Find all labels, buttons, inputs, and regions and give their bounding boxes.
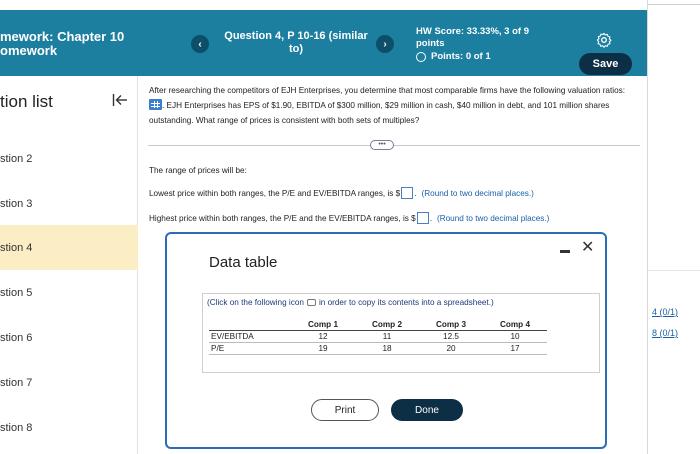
table-header: Comp 4	[483, 319, 547, 331]
close-icon[interactable]: ✕	[581, 239, 595, 256]
sidebar-item-question-5[interactable]	[0, 270, 138, 315]
next-question-button[interactable]	[376, 35, 394, 53]
points-label: Points: 0 of 1	[431, 51, 491, 62]
table-header: Comp 1	[291, 319, 355, 331]
round-hint: (Round to two decimal places.)	[421, 188, 534, 198]
minimize-icon[interactable]	[560, 250, 570, 253]
score-link-2[interactable]	[652, 328, 678, 338]
sidebar-item-question-3[interactable]	[0, 181, 138, 226]
score-link-1[interactable]	[652, 307, 678, 317]
table-cell: EV/EBITDA	[209, 331, 291, 343]
chevron-right-icon: ›	[383, 38, 387, 50]
homework-title-line1: mework: Chapter 10	[0, 29, 125, 44]
question-title: Question 4, P 10-16 (similar to)	[224, 30, 368, 55]
lowest-price-input[interactable]	[401, 187, 413, 199]
homework-title-line2: omework	[0, 43, 58, 58]
hw-score: HW Score: 33.33%, 3 of 9	[416, 26, 529, 37]
print-button[interactable]: Print	[311, 399, 379, 421]
table-cell: P/E	[209, 343, 291, 355]
highest-price-input[interactable]	[417, 212, 429, 224]
assignment-header	[0, 10, 647, 76]
table-cell: 12	[291, 331, 355, 343]
table-header: Comp 3	[419, 319, 483, 331]
table-cell: 18	[355, 343, 419, 355]
data-table-modal	[165, 232, 607, 449]
collapse-left-icon[interactable]	[112, 93, 128, 107]
question-text-part1: After researching the competitors of EJH Enterprises, you determine that most comparable firms have the following valuation ratios:	[149, 86, 626, 95]
table-cell: 10	[483, 331, 547, 343]
sidebar-item-question-6[interactable]	[0, 315, 138, 360]
data-table-panel	[202, 293, 600, 373]
highest-price-label: Highest price within both ranges, the P/E and the EV/EBITDA ranges, is $	[149, 213, 416, 223]
sidebar-item-question-7[interactable]	[0, 360, 138, 405]
sidebar-item-label: stion 3	[0, 197, 33, 210]
lowest-price-row	[149, 187, 534, 199]
table-cell: 17	[483, 343, 547, 355]
table-cell: 11	[355, 331, 419, 343]
sidebar-item-label: stion 4	[0, 241, 33, 254]
sidebar-item-question-2[interactable]	[0, 136, 138, 181]
right-panel-divider	[648, 270, 700, 271]
expand-more-button[interactable]: •••	[370, 140, 394, 150]
homework-title	[0, 30, 124, 58]
copy-note-post: in order to copy its contents into a spreadsheet.)	[318, 298, 494, 307]
valuation-table	[209, 319, 547, 355]
sidebar-item-label: stion 6	[0, 331, 33, 344]
range-intro	[149, 166, 247, 175]
table-cell: 20	[419, 343, 483, 355]
gear-icon[interactable]	[596, 32, 612, 48]
points-radio-icon	[416, 52, 426, 62]
score-panel	[416, 26, 529, 63]
hw-score-points: points	[416, 38, 445, 49]
table-header-row	[209, 319, 547, 331]
right-panel	[647, 0, 700, 454]
sidebar-item-label: stion 7	[0, 376, 33, 389]
score-link-2-text[interactable]: 8 (0/1)	[652, 328, 679, 338]
previous-question-button[interactable]	[191, 35, 209, 53]
table-cell: 12.5	[419, 331, 483, 343]
table-header	[209, 319, 291, 331]
question-list-title: tion list	[0, 92, 53, 111]
modal-title: Data table	[209, 254, 278, 271]
question-list-sidebar	[0, 76, 138, 454]
points-row	[416, 51, 529, 63]
copy-icon[interactable]	[307, 299, 316, 306]
save-button[interactable]: Save	[579, 53, 632, 75]
done-button[interactable]: Done	[391, 399, 463, 421]
right-panel-topline	[648, 4, 700, 5]
sidebar-item-label: stion 5	[0, 286, 33, 299]
score-link-1-text[interactable]: 4 (0/1)	[652, 307, 679, 317]
top-strip	[0, 0, 700, 10]
period: .	[414, 188, 417, 198]
section-divider	[148, 145, 640, 146]
table-header: Comp 2	[355, 319, 419, 331]
copy-note	[207, 298, 494, 307]
sidebar-item-label: stion 8	[0, 421, 33, 434]
table-row	[209, 343, 547, 355]
period: .	[429, 213, 432, 223]
lowest-price-label: Lowest price within both ranges, the P/E and EV/EBITDA ranges, is $	[149, 188, 401, 198]
question-text-part2: . EJH Enterprises has EPS of $1.90, EBITDA of $300 million, $29 million in cash, $40 million in debt, and 101 million shares outstanding. What range of prices is consistent with both sets of multiples?	[149, 101, 610, 125]
range-intro-text: The range of prices will be:	[149, 166, 247, 175]
chevron-left-icon: ‹	[198, 38, 202, 50]
copy-note-pre: (Click on the following icon	[207, 298, 304, 307]
table-cell: 19	[291, 343, 355, 355]
round-hint: (Round to two decimal places.)	[436, 213, 550, 223]
sidebar-item-label: stion 2	[0, 152, 33, 165]
highest-price-row	[149, 212, 549, 224]
table-row	[209, 331, 547, 343]
sidebar-item-question-8[interactable]	[0, 405, 138, 450]
data-table-icon[interactable]	[149, 99, 162, 110]
sidebar-item-question-4[interactable]	[0, 225, 138, 270]
question-text	[149, 83, 627, 128]
